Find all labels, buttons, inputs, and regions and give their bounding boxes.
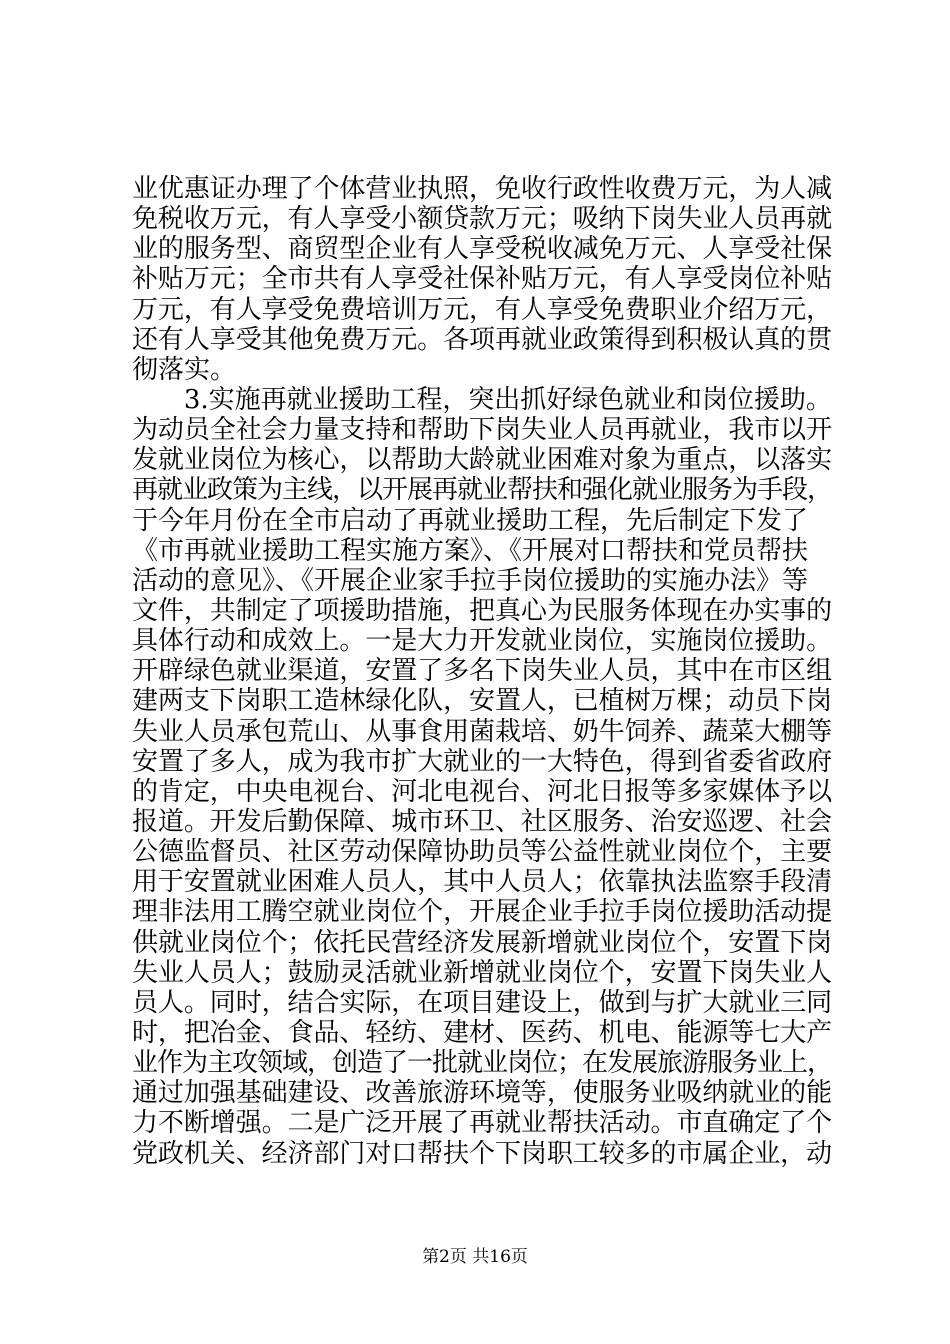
text-line: 报道。开发后勤保障、城市环卫、社区服务、治安巡逻、社会 bbox=[132, 806, 832, 837]
text-line: 时，把冶金、食品、轻纺、建材、医药、机电、能源等七大产 bbox=[132, 1017, 832, 1048]
text-line: 还有人享受其他免费万元。各项再就业政策得到积极认真的贯 bbox=[132, 324, 832, 355]
text-line: 为动员全社会力量支持和帮助下岗失业人员再就业，我市以开 bbox=[132, 415, 832, 446]
text-line: 万元，有人享受免费培训万元，有人享受免费职业介绍万元， bbox=[132, 294, 832, 325]
text-line: 安置了多人，成为我市扩大就业的一大特色，得到省委省政府 bbox=[132, 746, 832, 777]
text-line: 业优惠证办理了个体营业执照，免收行政性收费万元，为人减 bbox=[132, 174, 832, 204]
text-line: 业的服务型、商贸型企业有人享受税收减免万元、人享受社保 bbox=[132, 234, 832, 265]
page-footer: 第2页 共16页 bbox=[422, 1247, 528, 1267]
text-line: 的肯定，中央电视台、河北电视台、河北日报等多家媒体予以 bbox=[132, 776, 832, 807]
text-line: 力不断增强。二是广泛开展了再就业帮扶活动。市直确定了个 bbox=[132, 1108, 832, 1139]
text-line: 具体行动和成效上。一是大力开发就业岗位，实施岗位援助。 bbox=[132, 626, 832, 657]
text-line: 再就业政策为主线，以开展再就业帮扶和强化就业服务为手段， bbox=[132, 475, 832, 506]
text-line: 员人。同时，结合实际，在项目建设上，做到与扩大就业三同 bbox=[132, 987, 832, 1018]
text-line: 失业人员承包荒山、从事食用菌栽培、奶牛饲养、蔬菜大棚等 bbox=[132, 716, 832, 747]
text-line: 通过加强基础建设、改善旅游环境等，使服务业吸纳就业的能 bbox=[132, 1078, 832, 1109]
text-line: 理非法用工腾空就业岗位个，开展企业手拉手岗位援助活动提 bbox=[132, 897, 832, 928]
text-line: 《市再就业援助工程实施方案》、《开展对口帮扶和党员帮扶 bbox=[132, 535, 809, 566]
text-line: 失业人员人；鼓励灵活就业新增就业岗位个，安置下岗失业人 bbox=[132, 957, 832, 988]
text-line: 业作为主攻领域，创造了一批就业岗位；在发展旅游服务业上， bbox=[132, 1048, 832, 1079]
text-line: 发就业岗位为核心，以帮助大龄就业困难对象为重点，以落实 bbox=[132, 445, 832, 476]
text-line: 补贴万元；全市共有人享受社保补贴万元，有人享受岗位补贴 bbox=[132, 264, 832, 295]
text-line: 文件，共制定了项援助措施，把真心为民服务体现在办实事的 bbox=[132, 595, 832, 626]
text-line: 党政机关、经济部门对口帮扶个下岗职工较多的市属企业，动 bbox=[132, 1138, 832, 1169]
text-line: 供就业岗位个；依托民营经济发展新增就业岗位个，安置下岗 bbox=[132, 927, 832, 958]
text-line: 免税收万元，有人享受小额贷款万元；吸纳下岗失业人员再就 bbox=[132, 204, 832, 235]
text-line: 开辟绿色就业渠道，安置了多名下岗失业人员，其中在市区组 bbox=[132, 656, 832, 687]
text-line: 活动的意见》、《开展企业家手拉手岗位援助的实施办法》等 bbox=[132, 565, 809, 596]
text-line: 于今年月份在全市启动了再就业援助工程，先后制定下发了 bbox=[132, 505, 809, 536]
text-line: 彻落实。 bbox=[132, 354, 237, 385]
text-line: 3.实施再就业援助工程，突出抓好绿色就业和岗位援助。 bbox=[132, 384, 832, 415]
body-text bbox=[132, 174, 832, 1169]
text-line: 公德监督员、社区劳动保障协助员等公益性就业岗位个，主要 bbox=[132, 837, 832, 868]
text-line: 建两支下岗职工造林绿化队，安置人，已植树万棵；动员下岗 bbox=[132, 686, 832, 717]
text-line: 用于安置就业困难人员人，其中人员人；依靠执法监察手段清 bbox=[132, 867, 832, 898]
